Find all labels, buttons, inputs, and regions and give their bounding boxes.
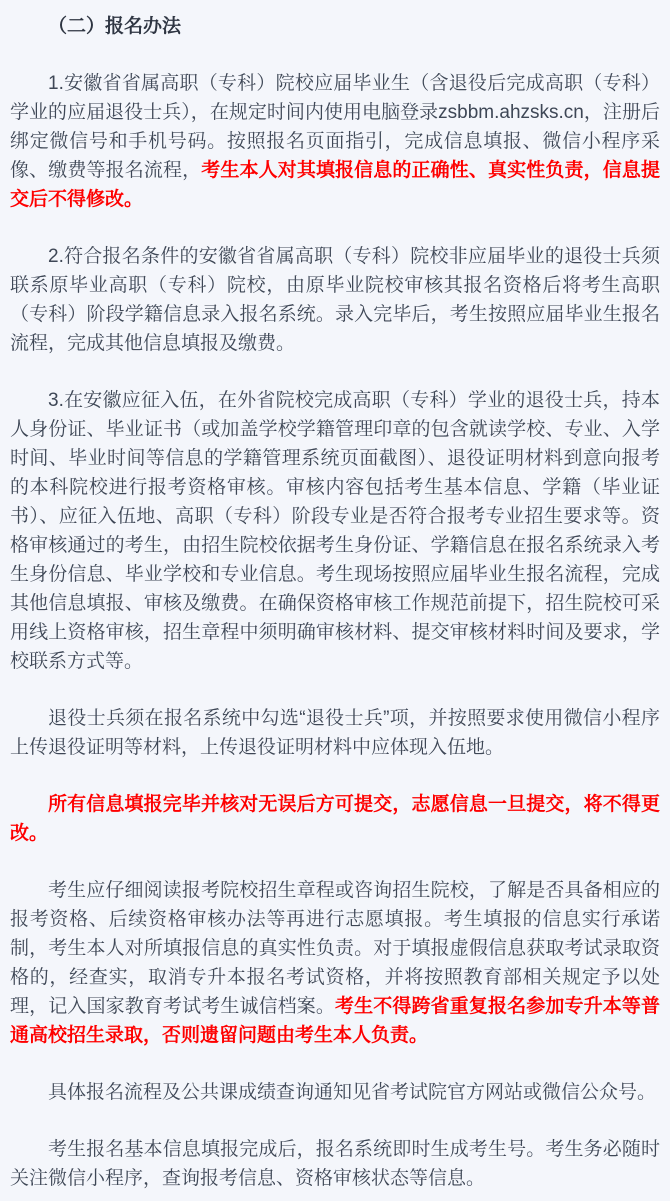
paragraph-text: 退役士兵须在报名系统中勾选“退役士兵”项，并按照要求使用微信小程序上传退役证明等材料，上传退役证明材料中应体现入伍地。	[10, 708, 660, 758]
paragraph-emphasis-text: 考生不得跨省重复报名参加专升本等普通高校招生录取，否则遗留问题由考生本人负责。	[10, 996, 660, 1046]
paragraph-text: 2.符合报名条件的安徽省省属高职（专科）院校非应届毕业的退役士兵须联系原毕业高职（专科）院校，由原毕业院校审核其报名资格后将考生高职（专科）阶段学籍信息录入报名系统。录入完毕后，考生按照应届毕业生报名流程，完成其他信息填报及缴费。	[10, 246, 660, 354]
paragraph-text: 3.在安徽应征入伍，在外省院校完成高职（专科）学业的退役士兵，持本人身份证、毕业证书（或加盖学校学籍管理印章的包含就读学校、专业、入学时间、毕业时间等信息的学籍管理系统页面截图）、退役证明材料到意向报考的本科院校进行报考资格审核。审核内容包括考生基本信息、学籍（毕业证书）、应征入伍地、高职（专科）阶段专业是否符合报考专业招生要求等。资格审核通过的考生，由招生院校依据考生身份证、学籍信息在报名系统录入考生身份信息、毕业学校和专业信息。考生现场按照应届毕业生报名流程，完成其他信息填报、审核及缴费。在确保资格审核工作规范前提下，招生院校可采用线上资格审核，招生章程中须明确审核材料、提交审核材料时间及要求，学校联系方式等。	[10, 390, 660, 672]
paragraph-text: 考生报名基本信息填报完成后，报名系统即时生成考生号。考生务必随时关注微信小程序，查询报考信息、资格审核状态等信息。	[10, 1139, 660, 1189]
paragraph-text: 1.安徽省省属高职（专科）院校应届毕业生（含退役后完成高职（专科）学业的应届退役士兵），在规定时间内使用电脑登录zsbbm.ahzsks.cn，注册后绑定微信号和手机号码。按照报名页面指引，完成信息填报、微信小程序采像、缴费等报名流程，	[10, 73, 660, 181]
paragraph-text: 具体报名流程及公共课成绩查询通知见省考试院官方网站或微信公众号。	[48, 1082, 657, 1103]
paragraph-candidate-number-note	[10, 1135, 660, 1193]
paragraph-veteran-upload-note	[10, 704, 660, 762]
paragraph-process-reference	[10, 1078, 660, 1107]
paragraph-submit-warning	[10, 790, 660, 848]
paragraph-registration-step-3	[10, 386, 660, 676]
section-title: （二）报名办法	[48, 16, 182, 37]
paragraph-emphasis-text: 所有信息填报完毕并核对无误后方可提交，志愿信息一旦提交，将不得更改。	[10, 794, 660, 844]
paragraph-emphasis-text: 考生本人对其填报信息的正确性、真实性负责，信息提交后不得修改。	[10, 160, 660, 210]
paragraph-registration-step-1	[10, 69, 660, 214]
paragraph-text: 考生应仔细阅读报考院校招生章程或咨询招生院校，了解是否具备相应的报考资格、后续资格审核办法等再进行志愿填报。考生填报的信息实行承诺制，考生本人对所填报信息的真实性负责。对于填报虚假信息获取考试录取资格的，经查实，取消专升本报名考试资格，并将按照教育部相关规定予以处理，记入国家教育考试考生诚信档案。	[10, 880, 660, 1017]
paragraph-integrity-notice	[10, 876, 660, 1050]
paragraph-registration-step-2	[10, 242, 660, 358]
